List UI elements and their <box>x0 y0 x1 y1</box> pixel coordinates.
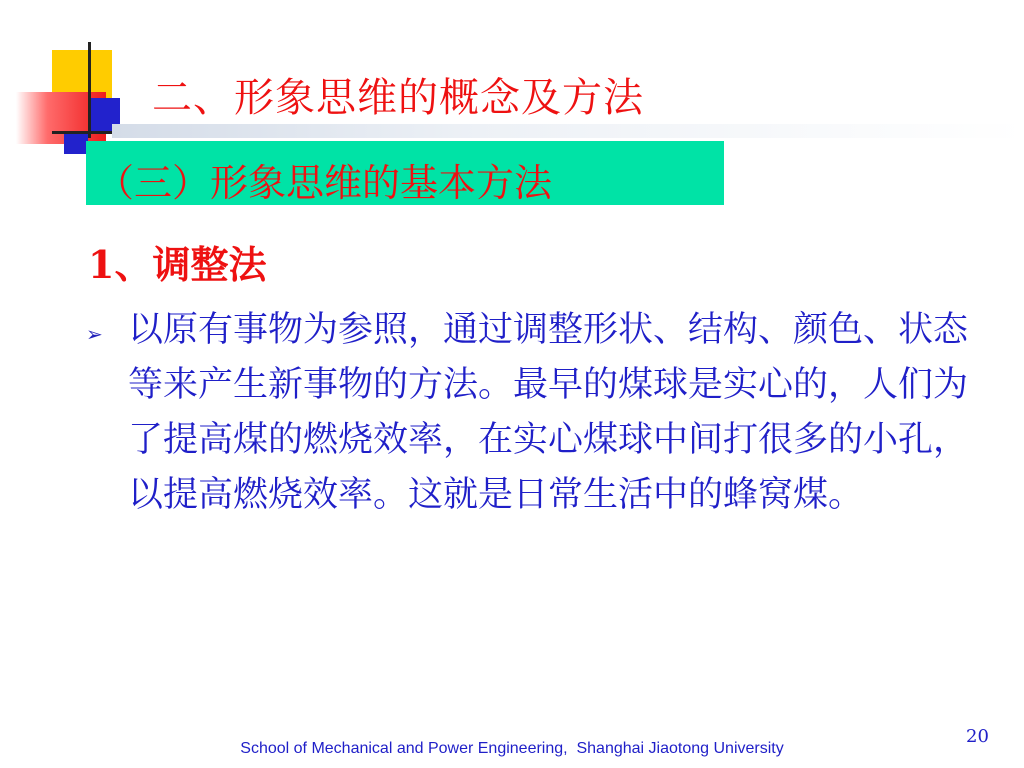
decor-blue-block-lower <box>64 134 88 154</box>
slide-title: 二、形象思维的概念及方法 <box>152 75 644 121</box>
footer-institution: School of Mechanical and Power Engineering, Shanghai Jiaotong University <box>240 740 784 757</box>
decor-vertical-line <box>88 42 91 138</box>
page-number: 20 <box>966 726 989 747</box>
section-heading: 1、调整法 <box>88 242 267 287</box>
arrow-bullet-icon: ➢ <box>86 322 103 346</box>
slide-subtitle: （三）形象思维的基本方法 <box>96 161 553 205</box>
title-underline-fade <box>112 124 1024 138</box>
bullet-body-text: 以原有事物为参照，通过调整形状、结构、颜色、状态等来产生新事物的方法。最早的煤球是实心的，人们为了提高煤的燃烧效率，在实心煤球中间打很多的小孔，以提高燃烧效率。这就是日常生活中的蜂窝煤。 <box>128 310 969 515</box>
